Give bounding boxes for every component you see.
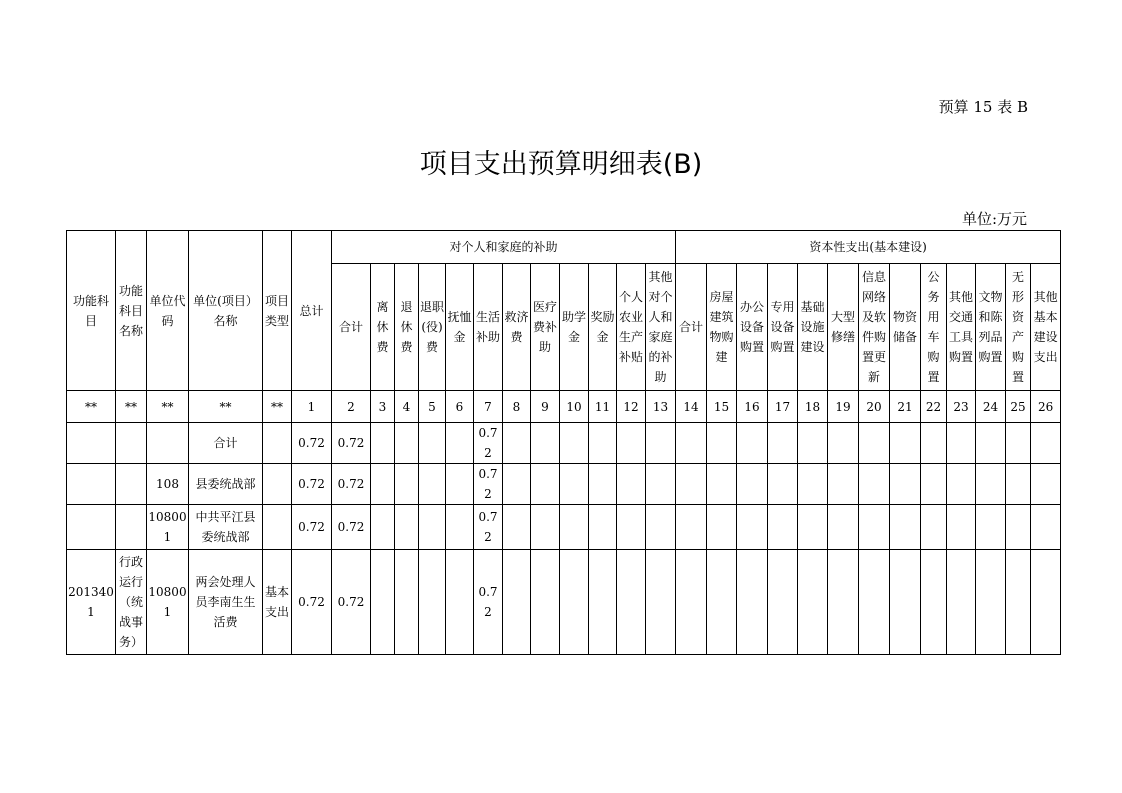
empty-cell <box>768 464 798 505</box>
header-personal-col: 退休费 <box>395 264 419 391</box>
empty-cell <box>976 423 1006 464</box>
index-cell: 5 <box>419 391 446 423</box>
empty-cell <box>890 505 921 550</box>
empty-cell <box>737 550 768 655</box>
table-row <box>67 464 1061 505</box>
func-subject-cell: 2013401 <box>67 550 116 655</box>
func-subject-name-cell <box>116 464 147 505</box>
header-total: 总计 <box>292 231 332 391</box>
index-cell: 13 <box>646 391 676 423</box>
header-capital-col: 其他基本建设支出 <box>1031 264 1061 391</box>
header-func-subject-name: 功能科目名称 <box>116 231 147 391</box>
index-cell: 15 <box>707 391 737 423</box>
empty-cell <box>976 505 1006 550</box>
header-group-capital: 资本性支出(基本建设) <box>676 231 1061 264</box>
empty-cell <box>589 505 617 550</box>
empty-cell <box>371 505 395 550</box>
empty-cell <box>646 464 676 505</box>
empty-cell <box>737 423 768 464</box>
empty-cell <box>947 464 976 505</box>
empty-cell <box>589 550 617 655</box>
index-cell: ** <box>116 391 147 423</box>
empty-cell <box>976 550 1006 655</box>
empty-cell <box>768 423 798 464</box>
empty-cell <box>531 550 560 655</box>
empty-cell <box>828 464 859 505</box>
index-cell: 1 <box>292 391 332 423</box>
empty-cell <box>419 550 446 655</box>
empty-cell <box>531 505 560 550</box>
header-capital-col: 办公设备购置 <box>737 264 768 391</box>
func-subject-cell <box>67 505 116 550</box>
empty-cell <box>676 464 707 505</box>
empty-cell <box>419 423 446 464</box>
empty-cell <box>976 464 1006 505</box>
header-capital-col: 大型修缮 <box>828 264 859 391</box>
header-capital-col: 无形资产购置 <box>1006 264 1031 391</box>
living-subsidy-cell: 0.72 <box>474 464 503 505</box>
empty-cell <box>646 423 676 464</box>
empty-cell <box>1006 550 1031 655</box>
unit-code-cell: 108001 <box>147 550 189 655</box>
empty-cell <box>828 505 859 550</box>
empty-cell <box>560 550 589 655</box>
empty-cell <box>419 464 446 505</box>
empty-cell <box>395 423 419 464</box>
header-personal-col: 退职(役)费 <box>419 264 446 391</box>
page-title: 项目支出预算明细表(B) <box>419 149 703 180</box>
index-cell: 11 <box>589 391 617 423</box>
index-cell: ** <box>263 391 292 423</box>
unit-name-cell: 合计 <box>189 423 263 464</box>
header-personal-col: 抚恤金 <box>446 264 474 391</box>
unit-code-cell <box>147 423 189 464</box>
table-row <box>67 505 1061 550</box>
empty-cell <box>676 505 707 550</box>
empty-cell <box>859 423 890 464</box>
header-capital-col: 基础设施建设 <box>798 264 828 391</box>
budget-table <box>66 230 1061 655</box>
empty-cell <box>503 464 531 505</box>
empty-cell <box>371 464 395 505</box>
empty-cell <box>676 550 707 655</box>
living-subsidy-cell: 0.72 <box>474 423 503 464</box>
header-personal-col: 医疗费补助 <box>531 264 560 391</box>
empty-cell <box>1031 505 1061 550</box>
index-cell: 6 <box>446 391 474 423</box>
empty-cell <box>921 464 947 505</box>
unit-name-cell: 中共平江县委统战部 <box>189 505 263 550</box>
index-cell: 16 <box>737 391 768 423</box>
header-capital-col: 房屋建筑物购建 <box>707 264 737 391</box>
empty-cell <box>617 505 646 550</box>
empty-cell <box>531 464 560 505</box>
empty-cell <box>798 550 828 655</box>
index-cell: 23 <box>947 391 976 423</box>
index-cell: 20 <box>859 391 890 423</box>
empty-cell <box>446 550 474 655</box>
empty-cell <box>1006 464 1031 505</box>
empty-cell <box>371 550 395 655</box>
empty-cell <box>646 550 676 655</box>
empty-cell <box>531 423 560 464</box>
empty-cell <box>737 464 768 505</box>
empty-cell <box>589 464 617 505</box>
index-cell: 18 <box>798 391 828 423</box>
header-capital-col: 公务用车购置 <box>921 264 947 391</box>
empty-cell <box>560 423 589 464</box>
header-project-type: 项目类型 <box>263 231 292 391</box>
header-personal-col: 其他对个人和家庭的补助 <box>646 264 676 391</box>
empty-cell <box>1031 423 1061 464</box>
total-cell: 0.72 <box>292 423 332 464</box>
personal-total-cell: 0.72 <box>332 423 371 464</box>
header-personal-col: 救济费 <box>503 264 531 391</box>
empty-cell <box>371 423 395 464</box>
index-cell: 4 <box>395 391 419 423</box>
form-reference: 预算 15 表 B <box>938 98 1028 116</box>
empty-cell <box>859 464 890 505</box>
empty-cell <box>446 423 474 464</box>
empty-cell <box>560 464 589 505</box>
func-subject-cell <box>67 423 116 464</box>
empty-cell <box>503 550 531 655</box>
empty-cell <box>676 423 707 464</box>
empty-cell <box>947 423 976 464</box>
index-cell: ** <box>189 391 263 423</box>
index-cell: 14 <box>676 391 707 423</box>
empty-cell <box>890 464 921 505</box>
header-personal-col: 个人农业生产补贴 <box>617 264 646 391</box>
index-cell: 9 <box>531 391 560 423</box>
empty-cell <box>921 505 947 550</box>
index-cell: 8 <box>503 391 531 423</box>
func-subject-name-cell <box>116 423 147 464</box>
empty-cell <box>1031 464 1061 505</box>
empty-cell <box>921 423 947 464</box>
total-cell: 0.72 <box>292 505 332 550</box>
empty-cell <box>947 505 976 550</box>
empty-cell <box>798 423 828 464</box>
index-cell: 7 <box>474 391 503 423</box>
unit-code-cell: 108001 <box>147 505 189 550</box>
table-row <box>67 423 1061 464</box>
index-cell: 25 <box>1006 391 1031 423</box>
unit-name-cell: 两会处理人员李南生生活费 <box>189 550 263 655</box>
header-capital-col: 专用设备购置 <box>768 264 798 391</box>
empty-cell <box>395 464 419 505</box>
personal-total-cell: 0.72 <box>332 550 371 655</box>
empty-cell <box>617 550 646 655</box>
index-cell: 21 <box>890 391 921 423</box>
empty-cell <box>859 550 890 655</box>
index-cell: 26 <box>1031 391 1061 423</box>
empty-cell <box>890 423 921 464</box>
index-cell: 17 <box>768 391 798 423</box>
header-unit-code: 单位代码 <box>147 231 189 391</box>
header-personal-col: 合计 <box>332 264 371 391</box>
header-capital-col: 合计 <box>676 264 707 391</box>
header-group-personal: 对个人和家庭的补助 <box>332 231 676 264</box>
func-subject-name-cell: 行政运行（统战事务） <box>116 550 147 655</box>
index-cell: 12 <box>617 391 646 423</box>
index-cell: 24 <box>976 391 1006 423</box>
header-personal-col: 生活补助 <box>474 264 503 391</box>
header-capital-col: 物资储备 <box>890 264 921 391</box>
header-personal-col: 离休费 <box>371 264 395 391</box>
index-cell: 2 <box>332 391 371 423</box>
unit-label: 单位:万元 <box>961 210 1027 228</box>
empty-cell <box>707 505 737 550</box>
unit-name-cell: 县委统战部 <box>189 464 263 505</box>
empty-cell <box>1031 550 1061 655</box>
header-capital-col: 文物和陈列品购置 <box>976 264 1006 391</box>
header-unit-name: 单位(项目）名称 <box>189 231 263 391</box>
index-cell: ** <box>147 391 189 423</box>
header-personal-col: 奖励金 <box>589 264 617 391</box>
header-func-subject: 功能科目 <box>67 231 116 391</box>
empty-cell <box>737 505 768 550</box>
living-subsidy-cell: 0.72 <box>474 505 503 550</box>
index-cell: 10 <box>560 391 589 423</box>
empty-cell <box>707 550 737 655</box>
empty-cell <box>395 550 419 655</box>
empty-cell <box>646 505 676 550</box>
empty-cell <box>798 464 828 505</box>
project-type-cell: 基本支出 <box>263 550 292 655</box>
personal-total-cell: 0.72 <box>332 505 371 550</box>
empty-cell <box>560 505 589 550</box>
empty-cell <box>617 423 646 464</box>
empty-cell <box>446 505 474 550</box>
empty-cell <box>798 505 828 550</box>
empty-cell <box>503 505 531 550</box>
index-cell: 22 <box>921 391 947 423</box>
empty-cell <box>768 505 798 550</box>
func-subject-cell <box>67 464 116 505</box>
header-personal-col: 助学金 <box>560 264 589 391</box>
project-type-cell <box>263 505 292 550</box>
living-subsidy-cell: 0.72 <box>474 550 503 655</box>
table-row <box>67 550 1061 655</box>
func-subject-name-cell <box>116 505 147 550</box>
empty-cell <box>947 550 976 655</box>
unit-code-cell: 108 <box>147 464 189 505</box>
empty-cell <box>1006 423 1031 464</box>
index-cell: ** <box>67 391 116 423</box>
empty-cell <box>1006 505 1031 550</box>
empty-cell <box>828 423 859 464</box>
empty-cell <box>395 505 419 550</box>
project-type-cell <box>263 423 292 464</box>
personal-total-cell: 0.72 <box>332 464 371 505</box>
index-cell: 19 <box>828 391 859 423</box>
empty-cell <box>828 550 859 655</box>
empty-cell <box>890 550 921 655</box>
empty-cell <box>419 505 446 550</box>
empty-cell <box>503 423 531 464</box>
empty-cell <box>446 464 474 505</box>
empty-cell <box>707 423 737 464</box>
header-capital-col: 信息网络及软件购置更新 <box>859 264 890 391</box>
empty-cell <box>859 505 890 550</box>
total-cell: 0.72 <box>292 550 332 655</box>
total-cell: 0.72 <box>292 464 332 505</box>
project-type-cell <box>263 464 292 505</box>
header-capital-col: 其他交通工具购置 <box>947 264 976 391</box>
index-cell: 3 <box>371 391 395 423</box>
empty-cell <box>617 464 646 505</box>
empty-cell <box>707 464 737 505</box>
empty-cell <box>768 550 798 655</box>
empty-cell <box>921 550 947 655</box>
empty-cell <box>589 423 617 464</box>
